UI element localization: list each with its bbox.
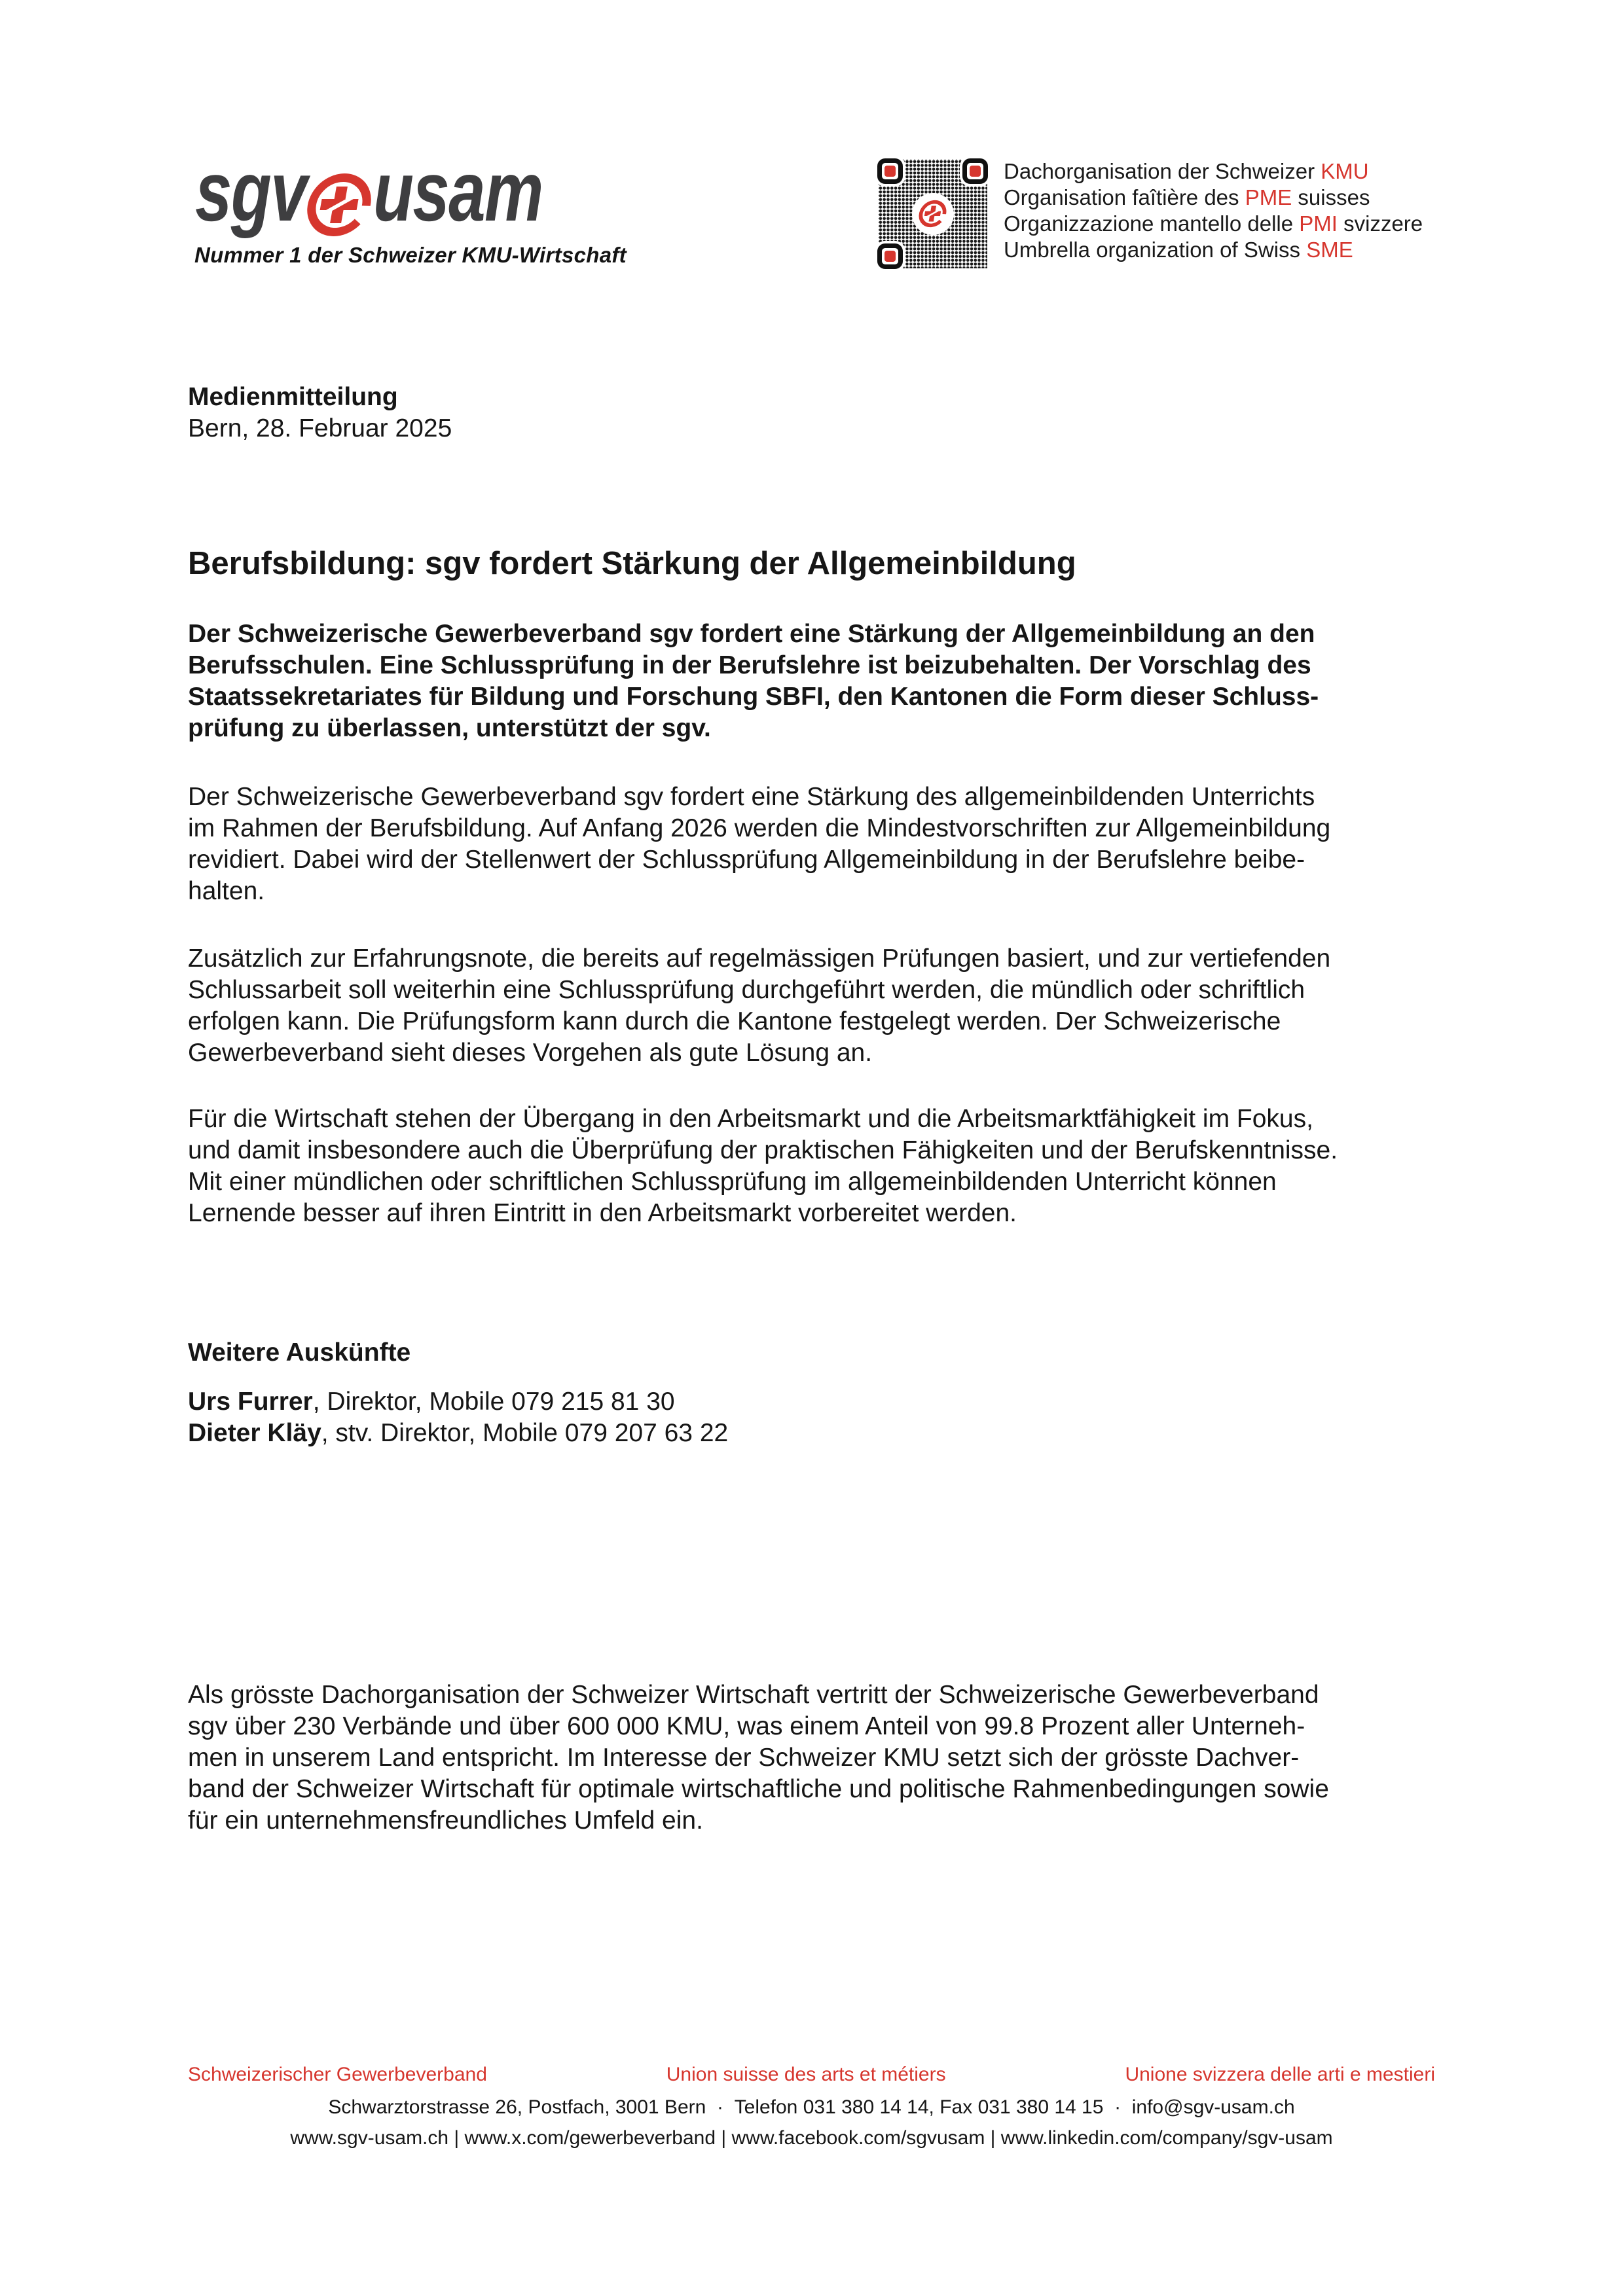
contact-name: Urs Furrer <box>188 1388 313 1416</box>
contacts-heading: Weitere Auskünfte <box>188 1338 411 1367</box>
text-line: band der Schweizer Wirtschaft für optimale wirtschaftliche und politische Rahmenbedingungen sowie <box>188 1775 1329 1803</box>
text-line: und damit insbesondere auch die Überprüfung der praktischen Fähigkeiten und der Berufskenntnisse. <box>188 1136 1338 1164</box>
qr-finder-center <box>884 251 896 262</box>
org-line-text: Umbrella organization of Swiss <box>1004 238 1307 262</box>
text-line: Mit einer mündlichen oder schriftlichen Schlussprüfung im allgemeinbildenden Unterricht können <box>188 1168 1277 1196</box>
contact-name: Dieter Kläy <box>188 1419 321 1447</box>
text-line: erfolgen kann. Die Prüfungsform kann durch die Kantone festgelegt werden. Der Schweizerische <box>188 1007 1281 1035</box>
org-description-line-it <box>1004 211 1423 237</box>
footer-org-names <box>188 2062 1435 2087</box>
org-line-text: svizzere <box>1337 211 1423 236</box>
org-description-line-de <box>1004 158 1423 185</box>
dateline: Bern, 28. Februar 2025 <box>188 414 452 442</box>
org-description-line-fr <box>1004 185 1423 211</box>
text-line: Der Schweizerische Gewerbeverband sgv fordert eine Stärkung des allgemeinbildenden Unterrichts <box>188 783 1315 811</box>
text-line: im Rahmen der Berufsbildung. Auf Anfang 2026 werden die Mindestvorschriften zur Allgemeinbildung <box>188 814 1331 842</box>
logo-tagline: Nummer 1 der Schweizer KMU-Wirtschaft <box>194 243 627 267</box>
qr-center-logo <box>912 193 954 235</box>
document-meta <box>188 382 452 444</box>
footer-address-line: Schwarztorstrasse 26, Postfach, 3001 Bern · Telefon 031 380 14 14, Fax 031 380 14 15 · info@sgv-usam.ch <box>328 2096 1295 2118</box>
org-line-highlight: SME <box>1306 238 1353 262</box>
sgv-at-cross-icon <box>306 172 372 238</box>
text-line: Der Schweizerische Gewerbeverband sgv fordert eine Stärkung der Allgemeinbildung an den <box>188 620 1315 648</box>
org-description-line-en <box>1004 237 1423 263</box>
footer-org-name-de: Schweizerischer Gewerbeverband <box>188 2064 487 2085</box>
contact-details: , Direktor, Mobile 079 215 81 30 <box>312 1388 675 1416</box>
contact-line <box>188 1418 728 1449</box>
footer-org-name-fr: Union suisse des arts et métiers <box>666 2064 946 2085</box>
org-line-highlight: PME <box>1245 185 1292 209</box>
text-line: sgv über 230 Verbände und über 600 000 KMU, was einem Anteil von 99.8 Prozent aller Unterneh- <box>188 1712 1305 1740</box>
footer-org-name-it: Unione svizzera delle arti e mestieri <box>1125 2064 1435 2085</box>
qr-finder-top-right <box>962 158 988 184</box>
body-paragraph-1 <box>188 781 1330 907</box>
org-line-highlight: PMI <box>1299 211 1338 236</box>
org-description-block <box>1004 158 1423 263</box>
logo-block <box>183 143 681 299</box>
sgv-at-cross-icon <box>919 200 947 228</box>
text-line: prüfung zu überlassen, unterstützt der sgv. <box>188 714 711 742</box>
org-line-text: Dachorganisation der Schweizer <box>1004 159 1321 183</box>
qr-code <box>877 158 988 269</box>
text-line: revidiert. Dabei wird der Stellenwert der Schlussprüfung Allgemeinbildung in der Berufslehre beibe- <box>188 846 1305 874</box>
contact-details: , stv. Direktor, Mobile 079 207 63 22 <box>321 1419 729 1447</box>
text-line: Zusätzlich zur Erfahrungsnote, die bereits auf regelmässigen Prüfungen basiert, und zur vertiefenden <box>188 944 1331 973</box>
footer-links-line: www.sgv-usam.ch | www.x.com/gewerbeverband | www.facebook.com/sgvusam | www.linkedin.com/company/sgv-usam <box>290 2127 1333 2149</box>
text-line: Für die Wirtschaft stehen der Übergang in den Arbeitsmarkt und die Arbeitsmarktfähigkeit im Fokus, <box>188 1105 1313 1133</box>
text-line: Schlussarbeit soll weiterhin eine Schlussprüfung durchgeführt werden, die mündlich oder schriftlich <box>188 976 1305 1004</box>
logo-wordmark-sgv: sgv <box>195 143 307 239</box>
text-line: für ein unternehmensfreundliches Umfeld ein. <box>188 1806 703 1835</box>
text-line: Staatssekretariates für Bildung und Forschung SBFI, den Kantonen die Form dieser Schluss- <box>188 683 1319 711</box>
text-line: Berufsschulen. Eine Schlussprüfung in der Berufslehre ist beizubehalten. Der Vorschlag des <box>188 651 1311 679</box>
qr-finder-center <box>970 166 981 177</box>
page-title: Berufsbildung: sgv fordert Stärkung der Allgemeinbildung <box>188 546 1076 581</box>
qr-finder-bottom-left <box>877 243 903 269</box>
contact-line <box>188 1386 728 1418</box>
text-line: Lernende besser auf ihren Eintritt in den Arbeitsmarkt vorbereitet werden. <box>188 1199 1017 1227</box>
doc-type-label: Medienmitteilung <box>188 383 398 411</box>
body-paragraph-2 <box>188 943 1330 1069</box>
text-line: men in unserem Land entspricht. Im Interesse der Schweizer KMU setzt sich der grösste Dachver- <box>188 1744 1300 1772</box>
org-line-text: suisses <box>1292 185 1370 209</box>
contacts-block <box>188 1386 728 1449</box>
org-line-text: Organizzazione mantello delle <box>1004 211 1300 236</box>
text-line: Als grösste Dachorganisation der Schweizer Wirtschaft vertritt der Schweizerische Gewerbeverband <box>188 1681 1319 1709</box>
qr-finder-center <box>884 166 896 177</box>
body-paragraph-3 <box>188 1103 1338 1229</box>
org-line-text: Organisation faîtière des <box>1004 185 1245 209</box>
lead-paragraph <box>188 619 1319 744</box>
qr-finder-top-left <box>877 158 903 184</box>
text-line: Gewerbeverband sieht dieses Vorgehen als gute Lösung an. <box>188 1039 873 1067</box>
boilerplate-paragraph <box>188 1679 1329 1837</box>
logo-wordmark-usam: usam <box>373 143 543 239</box>
text-line: halten. <box>188 877 265 905</box>
org-line-highlight: KMU <box>1321 159 1369 183</box>
